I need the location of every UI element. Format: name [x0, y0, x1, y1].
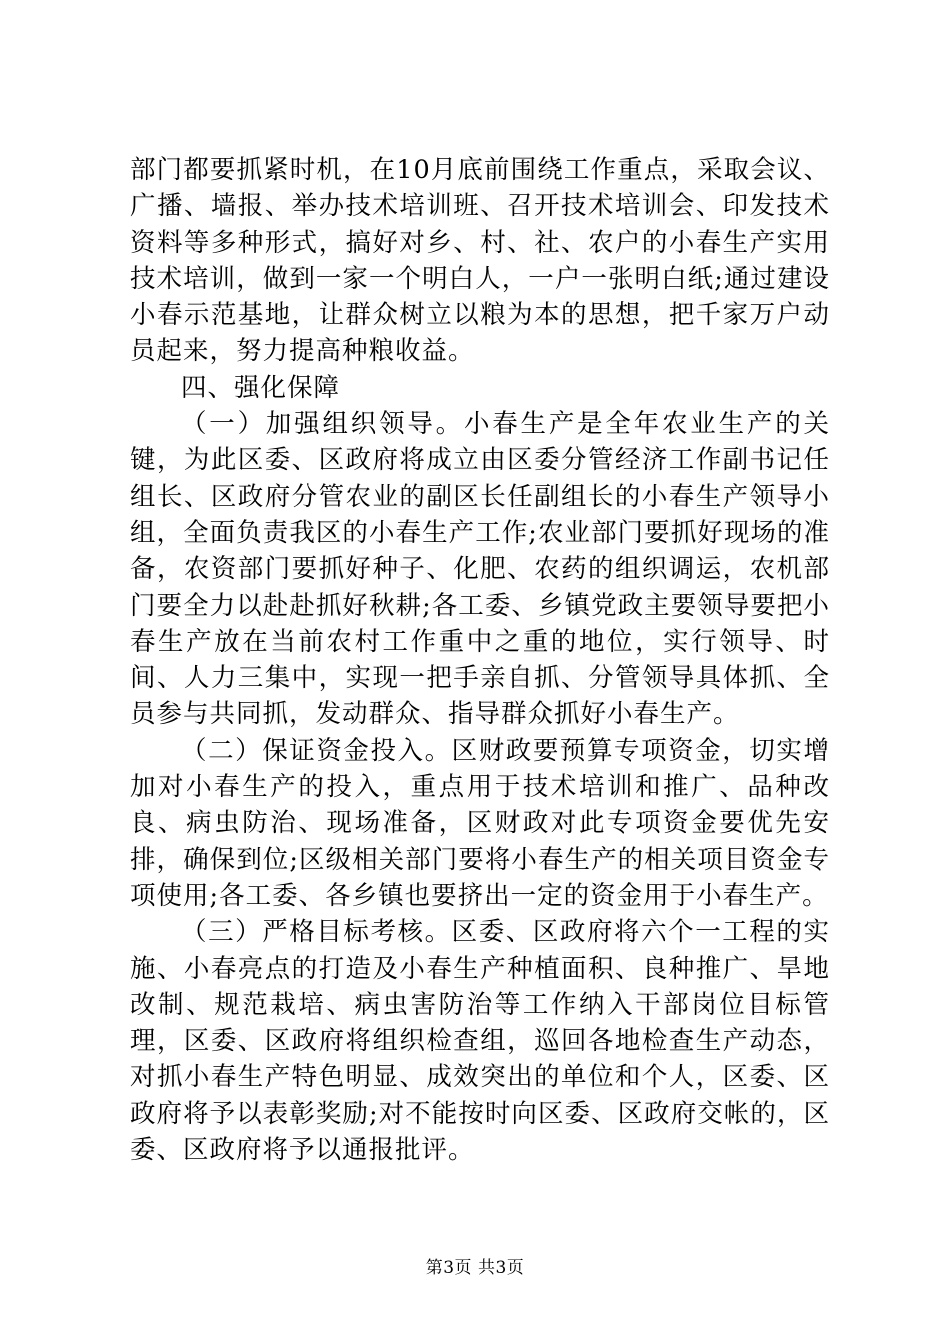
paragraph-continuation: 部门都要抓紧时机，在10月底前围绕工作重点，采取会议、广播、墙报、举办技术培训班、召开技术培训会、印发技术资料等多种形式，搞好对乡、村、社、农户的小春生产实用技术培训，做到一家一个明白人，一户一张明白纸;通过建设小春示范基地，让群众树立以粮为本的思想，把千家万户动员起来，努力提高种粮收益。	[130, 155, 830, 367]
document-body	[130, 152, 830, 1168]
page-footer: 第3页 共3页	[425, 1258, 525, 1278]
section-heading-strengthen-guarantee: 四、强化保障	[181, 372, 341, 403]
paragraph-funding-input: （二）保证资金投入。区财政要预算专项资金，切实增加对小春生产的投入，重点用于技术培训和推广、品种改良、病虫防治、现场准备，区财政对此专项资金要优先安排，确保到位;区级相关部门要将小春生产的相关项目资金专项使用;各工委、各乡镇也要挤出一定的资金用于小春生产。	[130, 735, 830, 911]
paragraph-organization-leadership: （一）加强组织领导。小春生产是全年农业生产的关键，为此区委、区政府将成立由区委分管经济工作副书记任组长、区政府分管农业的副区长任副组长的小春生产领导小组，全面负责我区的小春生产工作;农业部门要抓好现场的准备，农资部门要抓好种子、化肥、农药的组织调运，农机部门要全力以赴赴抓好秋耕;各工委、乡镇党政主要领导要把小春生产放在当前农村工作重中之重的地位，实行领导、时间、人力三集中，实现一把手亲自抓、分管领导具体抓、全员参与共同抓，发动群众、指导群众抓好小春生产。	[130, 409, 830, 730]
paragraph-target-assessment: （三）严格目标考核。区委、区政府将六个一工程的实施、小春亮点的打造及小春生产种植面积、良种推广、旱地改制、规范栽培、病虫害防治等工作纳入干部岗位目标管理，区委、区政府将组织检查组，巡回各地检查生产动态，对抓小春生产特色明显、成效突出的单位和个人，区委、区政府将予以表彰奖励;对不能按时向区委、区政府交帐的，区委、区政府将予以通报批评。	[130, 917, 830, 1166]
